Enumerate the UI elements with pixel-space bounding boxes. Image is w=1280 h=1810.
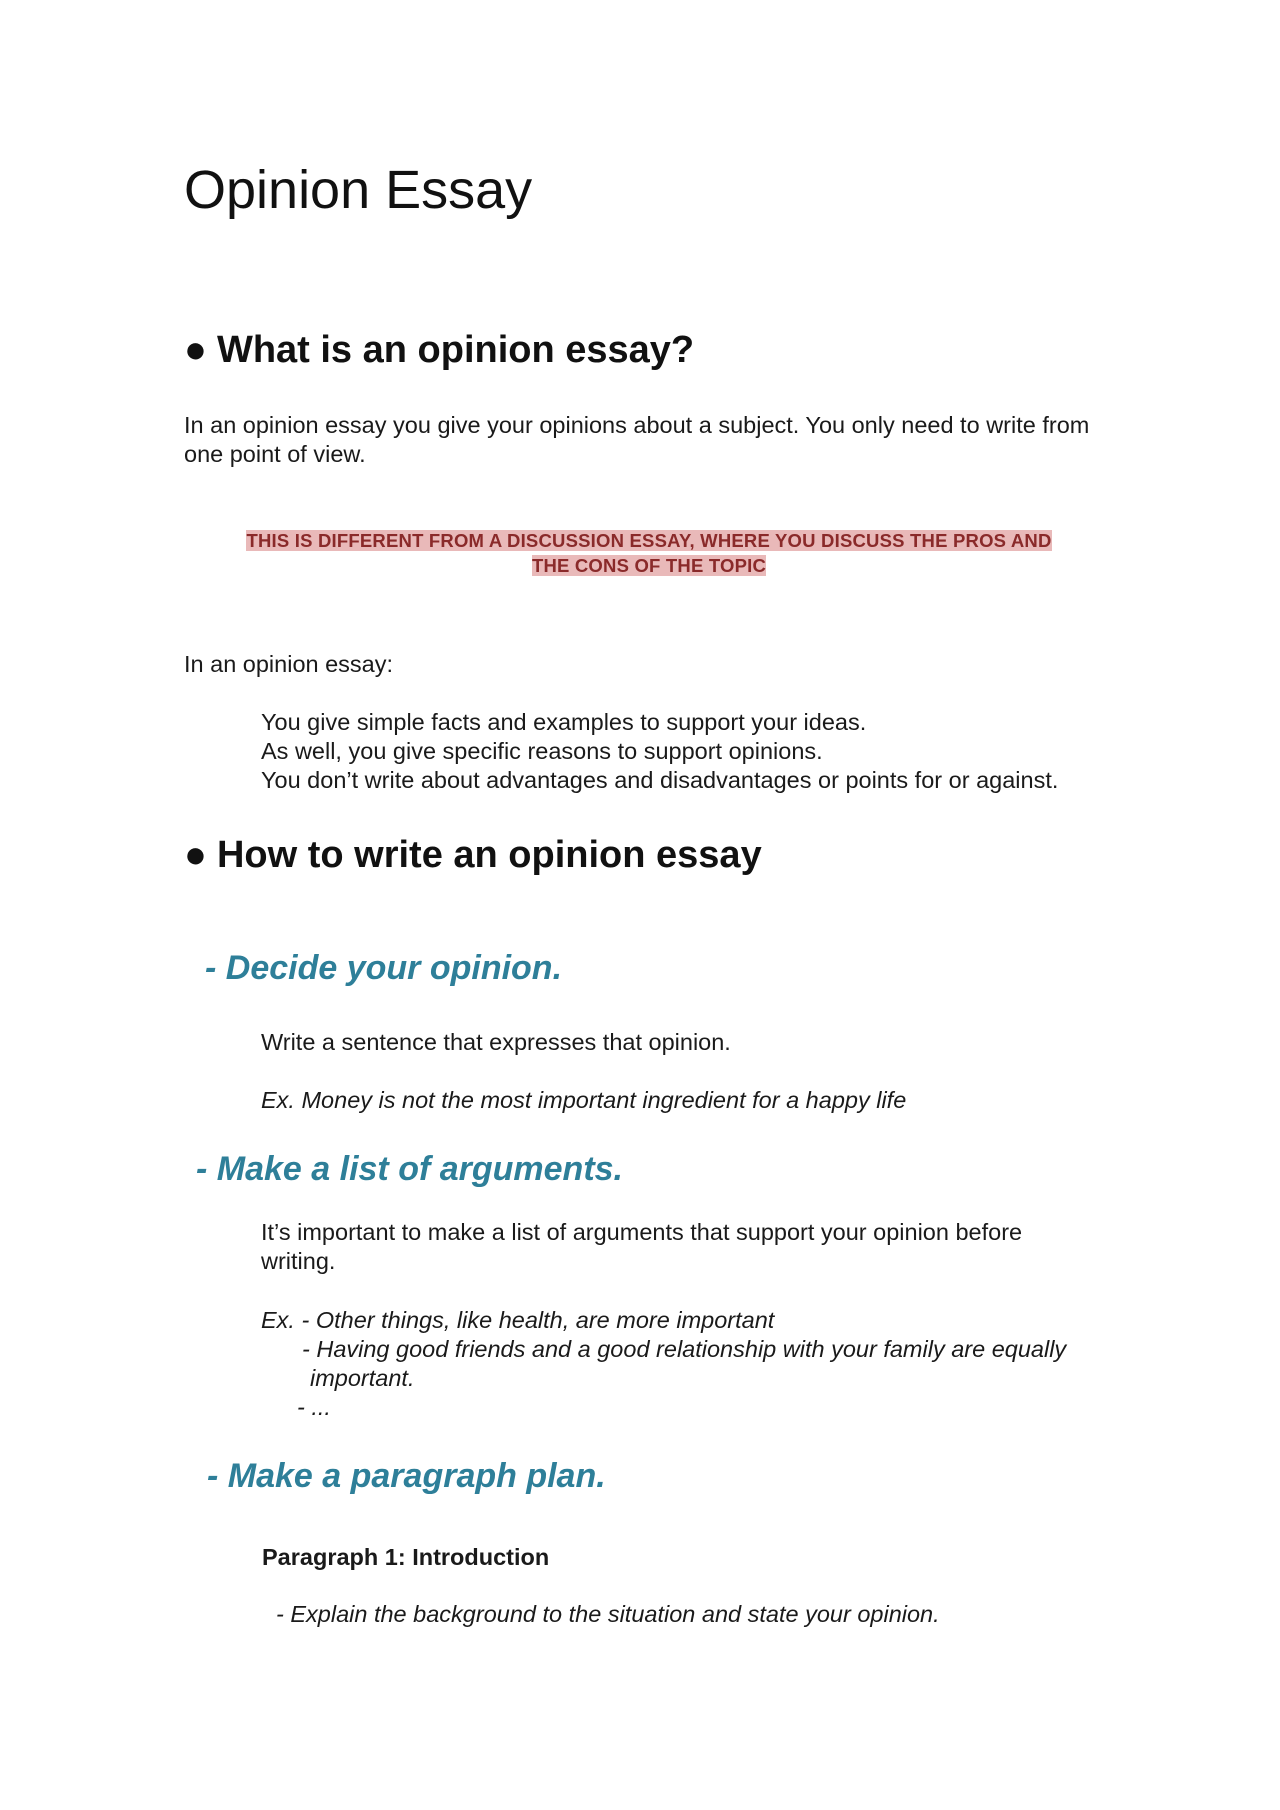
opinion-essay-points xyxy=(261,708,1121,795)
step-1-example: Ex. Money is not the most important ingredient for a happy life xyxy=(261,1087,907,1113)
bullet-icon: ● xyxy=(184,329,207,371)
step-heading-paragraph-plan: - Make a paragraph plan. xyxy=(207,1457,606,1495)
list-item: You give simple facts and examples to support your ideas. xyxy=(261,709,867,735)
intro-paragraph: In an opinion essay you give your opinions about a subject. You only need to write from one point of view. xyxy=(184,412,1090,467)
section-heading-what-text: What is an opinion essay? xyxy=(216,329,695,371)
callout-line-1: THIS IS DIFFERENT FROM A DISCUSSION ESSAY, WHERE YOU DISCUSS THE PROS AND xyxy=(246,530,1052,551)
page-title: Opinion Essay xyxy=(184,160,533,220)
example-line: - ... xyxy=(297,1394,331,1420)
paragraph-1-point: - Explain the background to the situation and state your opinion. xyxy=(276,1601,940,1627)
step-2-examples xyxy=(261,1306,1121,1422)
paragraph-1-label: Paragraph 1: Introduction xyxy=(262,1544,550,1570)
list-item: You don’t write about advantages and disadvantages or points for or against. xyxy=(261,767,1059,793)
section-heading-how xyxy=(184,832,762,878)
section-heading-what xyxy=(184,327,694,373)
step-heading-list-arguments: - Make a list of arguments. xyxy=(196,1150,623,1188)
bullet-icon: ● xyxy=(184,834,207,876)
list-lead: In an opinion essay: xyxy=(184,651,394,677)
example-line: - Having good friends and a good relationship with your family are equally xyxy=(302,1336,1067,1362)
example-line: Ex. - Other things, like health, are more important xyxy=(261,1307,775,1333)
section-heading-how-text: How to write an opinion essay xyxy=(216,834,762,876)
step-2-text: It’s important to make a list of arguments that support your opinion before writing. xyxy=(261,1219,1023,1274)
callout-line-2: THE CONS OF THE TOPIC xyxy=(531,555,767,576)
step-1-text: Write a sentence that expresses that opinion. xyxy=(261,1029,731,1055)
example-line: important. xyxy=(310,1365,415,1391)
list-item: As well, you give specific reasons to support opinions. xyxy=(261,738,823,764)
difference-callout xyxy=(184,528,1114,578)
step-heading-decide-opinion: - Decide your opinion. xyxy=(205,949,563,987)
